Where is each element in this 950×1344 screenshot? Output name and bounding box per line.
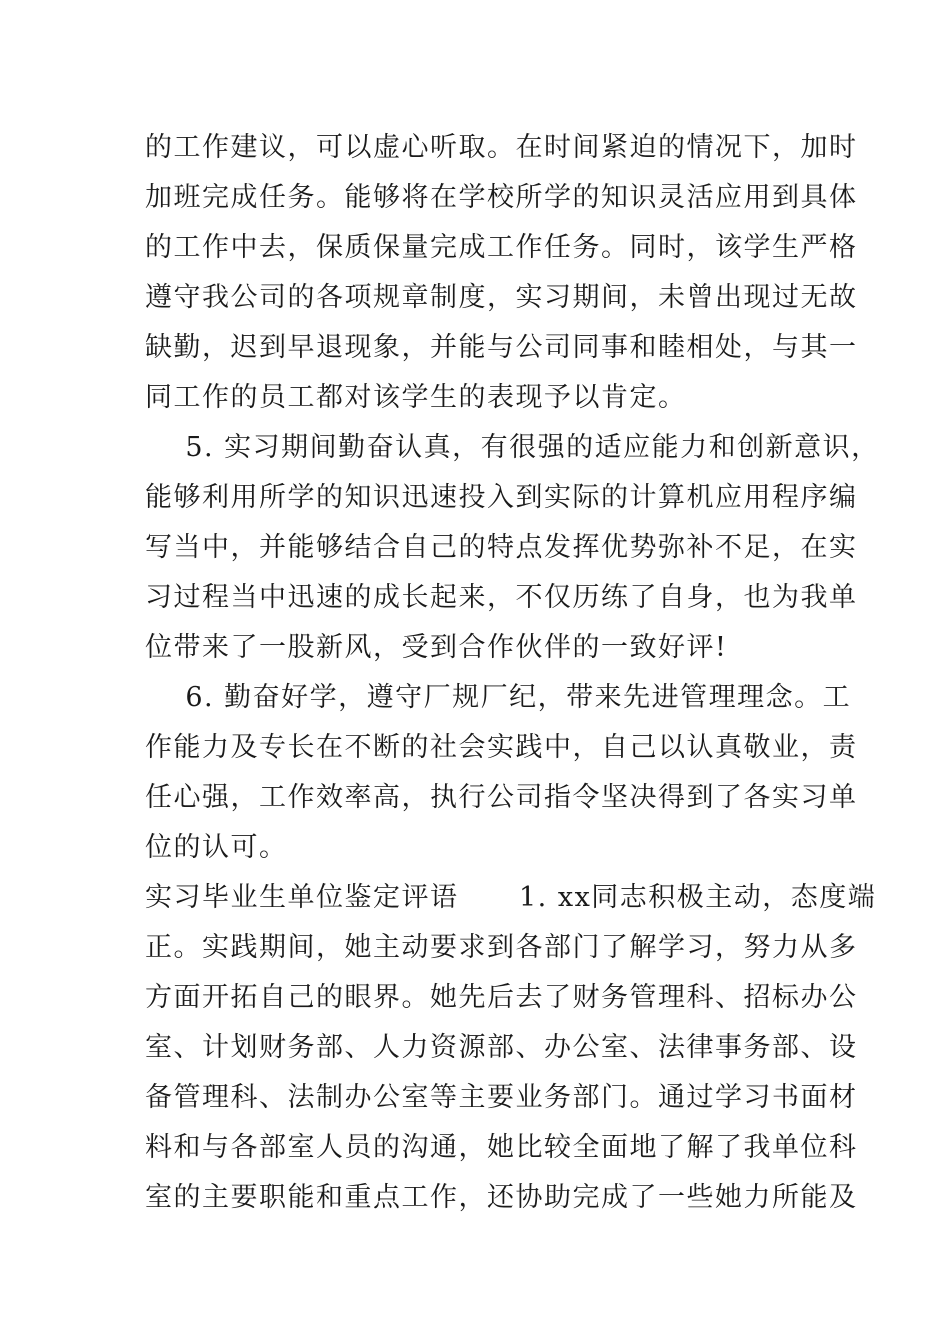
text-line: 料和与各部室人员的沟通，她比较全面地了解了我单位科 bbox=[145, 1132, 858, 1163]
text-line: 实习毕业生单位鉴定评语 1. xx同志积极主动，态度端 bbox=[145, 882, 877, 913]
text-line: 位带来了一股新风，受到合作伙伴的一致好评! bbox=[145, 632, 728, 663]
text-line: 遵守我公司的各项规章制度，实习期间，未曾出现过无故 bbox=[145, 282, 858, 313]
text-line: 正。实践期间，她主动要求到各部门了解学习，努力从多 bbox=[145, 932, 858, 963]
text-line: 写当中，并能够结合自己的特点发挥优势弥补不足，在实 bbox=[145, 532, 858, 563]
text-line: 缺勤，迟到早退现象，并能与公司同事和睦相处，与其一 bbox=[145, 332, 858, 363]
text-line: 的工作建议，可以虚心听取。在时间紧迫的情况下，加时 bbox=[145, 132, 858, 163]
text-line: 室的主要职能和重点工作，还协助完成了一些她力所能及 bbox=[145, 1182, 858, 1213]
text-line: 6. 勤奋好学，遵守厂规厂纪，带来先进管理理念。工 bbox=[145, 682, 852, 713]
text-line: 方面开拓自己的眼界。她先后去了财务管理科、招标办公 bbox=[145, 982, 858, 1013]
text-line: 同工作的员工都对该学生的表现予以肯定。 bbox=[145, 382, 687, 413]
text-line: 加班完成任务。能够将在学校所学的知识灵活应用到具体 bbox=[145, 182, 858, 213]
text-line: 任心强，工作效率高，执行公司指令坚决得到了各实习单 bbox=[145, 782, 858, 813]
text-line: 备管理科、法制办公室等主要业务部门。通过学习书面材 bbox=[145, 1082, 858, 1113]
text-line: 习过程当中迅速的成长起来，不仅历练了自身，也为我单 bbox=[145, 582, 858, 613]
text-line: 作能力及专长在不断的社会实践中，自己以认真敬业，责 bbox=[145, 732, 858, 763]
text-line: 5. 实习期间勤奋认真，有很强的适应能力和创新意识， bbox=[145, 432, 880, 463]
text-line: 位的认可。 bbox=[145, 832, 288, 863]
text-line: 室、计划财务部、人力资源部、办公室、法律事务部、设 bbox=[145, 1032, 858, 1063]
text-line: 能够利用所学的知识迅速投入到实际的计算机应用程序编 bbox=[145, 482, 858, 513]
text-line: 的工作中去，保质保量完成工作任务。同时，该学生严格 bbox=[145, 232, 858, 263]
